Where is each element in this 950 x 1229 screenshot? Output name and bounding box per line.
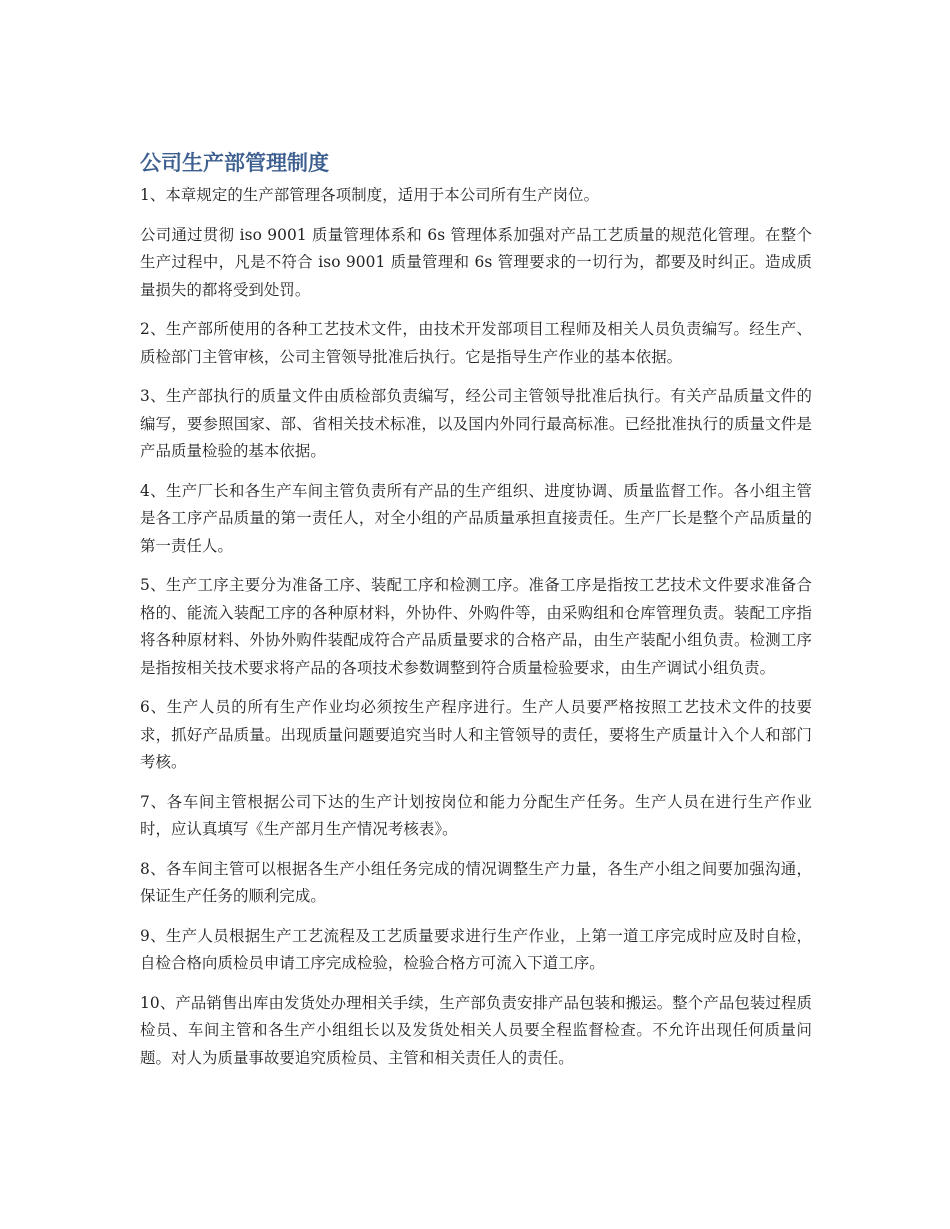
paragraph-6: 6、生产人员的所有生产作业均必须按生产程序进行。生产人员要严格按照工艺技术文件的技要求，抓好产品质量。出现质量问题要追究当时人和主管领导的责任，要将生产质量计入个人和部门考核。 bbox=[140, 698, 812, 771]
paragraph-3: 3、生产部执行的质量文件由质检部负责编写，经公司主管领导批准后执行。有关产品质量文件的编写，要参照国家、部、省相关技术标准，以及国内外同行最高标准。已经批准执行的质量文件是产品质量检验的基本依据。 bbox=[140, 387, 812, 460]
paragraph-2: 2、生产部所使用的各种工艺技术文件，由技术开发部项目工程师及相关人员负责编写。经生产、质检部门主管审核，公司主管领导批准后执行。它是指导生产作业的基本依据。 bbox=[140, 320, 812, 366]
paragraph-1: 1、本章规定的生产部管理各项制度，适用于本公司所有生产岗位。 bbox=[140, 186, 600, 204]
paragraph-9: 9、生产人员根据生产工艺流程及工艺质量要求进行生产作业，上第一道工序完成时应及时自检，自检合格向质检员申请工序完成检验，检验合格方可流入下道工序。 bbox=[140, 926, 812, 972]
document-title: 公司生产部管理制度 bbox=[140, 151, 329, 175]
paragraph-8: 8、各车间主管可以根据各生产小组任务完成的情况调整生产力量，各生产小组之间要加强沟通，保证生产任务的顺利完成。 bbox=[140, 859, 812, 905]
paragraph-5: 5、生产工序主要分为准备工序、装配工序和检测工序。准备工序是指按工艺技术文件要求准备合格的、能流入装配工序的各种原材料，外协件、外购件等，由采购组和仓库管理负责。装配工序指将各种原材料、外协外购件装配成符合产品质量要求的合格产品，由生产装配小组负责。检测工序是指按相关技术要求将产品的各项技术参数调整到符合质量检验要求，由生产调试小组负责。 bbox=[140, 576, 812, 677]
document-page bbox=[140, 146, 812, 1084]
paragraph-4: 4、生产厂长和各生产车间主管负责所有产品的生产组织、进度协调、质量监督工作。各小组主管是各工序产品质量的第一责任人，对全小组的产品质量承担直接责任。生产厂长是整个产品质量的第一责任人。 bbox=[140, 481, 812, 555]
paragraph-7: 7、各车间主管根据公司下达的生产计划按岗位和能力分配生产任务。生产人员在进行生产作业时，应认真填写《生产部月生产情况考核表》。 bbox=[140, 792, 812, 838]
paragraph-intro: 公司通过贯彻 iso 9001 质量管理体系和 6s 管理体系加强对产品工艺质量的规范化管理。在整个生产过程中，凡是不符合 iso 9001 质量管理和 6s 管理要求的一切行为，都要及时纠正。造成质量损失的都将受到处罚。 bbox=[140, 225, 812, 299]
paragraph-10: 10、产品销售出库由发货处办理相关手续，生产部负责安排产品包装和搬运。整个产品包装过程质检员、车间主管和各生产小组组长以及发货处相关人员要全程监督检查。不允许出现任何质量问题。对人为质量事故要追究质检员、主管和相关责任人的责任。 bbox=[140, 993, 812, 1067]
